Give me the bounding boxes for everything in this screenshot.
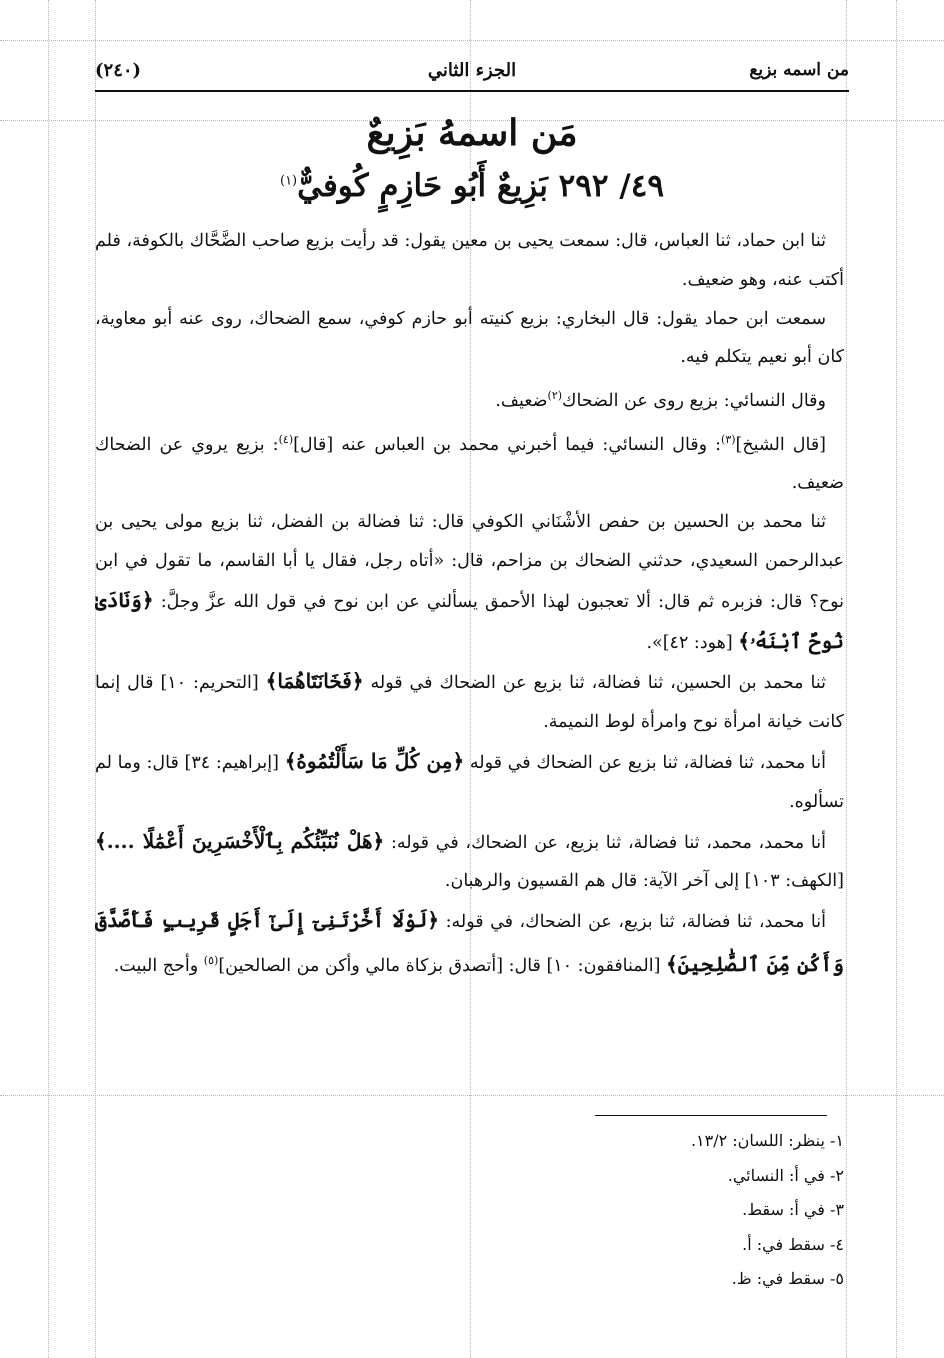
entry-heading (95, 168, 849, 204)
text-segment: وأحج البيت. (113, 955, 204, 976)
footnote-separator (595, 1115, 827, 1116)
footnote-item (584, 1228, 844, 1263)
text-segment: [قال الشيخ] (735, 434, 827, 455)
text-segment: [التحريم: ١٠] قال إنما كانت خيانة امرأة نوح وامرأة لوط النميمة. (95, 673, 844, 733)
running-header (95, 50, 849, 92)
entry-footnote-ref: (١) (279, 173, 298, 189)
footnote-text: سقط في: أ. (742, 1234, 830, 1254)
footnote-text: في أ: سقط. (742, 1200, 830, 1219)
footnote-item (584, 1262, 844, 1297)
quran-quote: ﴿لَوْلَا أَخَّرْتَنِىٓ إِلَىٰٓ أَجَلٍ قَرِيبٍ فَأَصَّدَّقَ وَأَكُن مِّنَ ٱلصَّٰلِحِينَ﴾ (95, 908, 844, 976)
quran-quote: ﴿فَخَانَتَاهُمَا﴾ (265, 669, 364, 694)
footnote-text: سقط في: ظ. (731, 1269, 830, 1288)
paragraph (95, 421, 844, 503)
text-segment: أنا محمد، ثنا فضالة، ثنا بزيع، عن الضحاك، في قوله: (439, 912, 826, 933)
footnote-number: ٢- (830, 1165, 844, 1185)
paragraph (95, 901, 844, 985)
section-heading: مَن اسمهُ بَزِيعٌ (366, 112, 578, 154)
footnote-ref: (٢) (547, 389, 563, 403)
text-segment: : وقال النسائي: فيما أخبرني محمد بن العباس عنه [قال] (293, 434, 722, 455)
footnote-ref: (٤) (278, 432, 294, 446)
paragraph (95, 822, 844, 902)
page-number: (٢٤٠) (95, 59, 142, 81)
footnote-text: في أ: النسائي. (727, 1165, 830, 1185)
footnote-ref: (٣) (721, 432, 736, 446)
footnote-item (584, 1159, 844, 1194)
text-segment: ضعيف. (495, 391, 548, 412)
entry-title-text: ٤٩/ ٢٩٢ بَزِيعٌ أَبُو حَازِمٍ كُوفيٌّ (297, 168, 665, 204)
text-segment: أنا محمد، محمد، ثنا فضالة، ثنا بزيع، عن الضحاك، في قوله: (384, 832, 826, 853)
text-segment: [إبراهيم: ٣٤] قال: وما لم تسألوه. (95, 753, 844, 812)
quran-quote: ﴿مِن كُلِّ مَا سَأَلْتُمُوهُ﴾ (284, 749, 465, 774)
footnote-text: ينظر: اللسان: ١٣/٢. (690, 1131, 830, 1150)
text-segment: ثنا محمد بن الحسين بن حفص الأشْنَاني الكوفي قال: ثنا فضالة بن الفضل، ثنا بزيع مولى يحيى بن عبدالرحمن السعيدي، حدثني الضحاك بن مزاحم، قال: «أتاه رجل، فقال يا أبا القاسم، ما تقول في ابن نوح؟ قال: فزبره ثم قال: ألا تعجبون لهذا الأحمق يسألني عن ابن نوح في قول الله عزَّ وجلَّ: (95, 512, 844, 612)
footnote-item (584, 1124, 844, 1159)
text-segment: ثنا ابن حماد، ثنا العباس، قال: سمعت يحيى بن معين يقول: قد رأيت بزيع صاحب الضَّحَّاك بالكوفة، فلم أكتب عنه، وهو ضعيف. (95, 231, 844, 290)
footnote-number: ٤- (830, 1234, 844, 1254)
text-segment: : بزيع يروي عن الضحاك ضعيف. (95, 434, 844, 494)
quran-quote: ﴿وَنَادَىٰ نُوحٌ ٱبْنَهُۥ﴾ (95, 587, 844, 653)
paragraph (95, 503, 844, 662)
header-section-title: من اسمه بزيع (749, 60, 849, 80)
text-segment: ثنا محمد بن الحسين، ثنا فضالة، ثنا بزيع عن الضحاك في قوله (363, 673, 826, 694)
text-segment: [الكهف: ١٠٣] إلى آخر الآية: قال هم القسيون والرهبان. (444, 871, 844, 892)
text-segment: [المنافقون: ١٠] قال: [أتصدق بزكاة مالي وأكن من الصالحين] (218, 955, 666, 976)
quran-quote: ﴿هَلْ نُنَبِّئُكُم بِٱلْأَخْسَرِينَ أَعْمَٰلًا ....﴾ (95, 828, 385, 853)
header-volume: الجزء الثاني (427, 59, 517, 81)
text-segment: [هود: ٤٢]». (646, 632, 739, 653)
paragraph (95, 222, 844, 300)
paragraph (95, 377, 844, 421)
footnotes (584, 1124, 844, 1297)
text-segment: سمعت ابن حماد يقول: قال البخاري: بزيع كنيته أبو حازم كوفي، سمع الضحاك، روى عنه أبو معاوية، كان أبو نعيم يتكلم فيه. (95, 308, 844, 368)
footnote-item (584, 1193, 844, 1228)
text-segment: وقال النسائي: بزيع روى عن الضحاك (562, 391, 826, 412)
paragraph (95, 300, 844, 378)
text-segment: أنا محمد، ثنا فضالة، ثنا بزيع عن الضحاك في قوله (464, 753, 826, 774)
footnote-ref: (٥) (203, 954, 219, 967)
paragraph (95, 662, 844, 742)
main-text (95, 222, 844, 986)
footnote-number: ٣- (830, 1200, 844, 1219)
paragraph (95, 742, 844, 822)
footnote-number: ٥- (830, 1269, 844, 1288)
footnote-number: ١- (830, 1131, 844, 1150)
